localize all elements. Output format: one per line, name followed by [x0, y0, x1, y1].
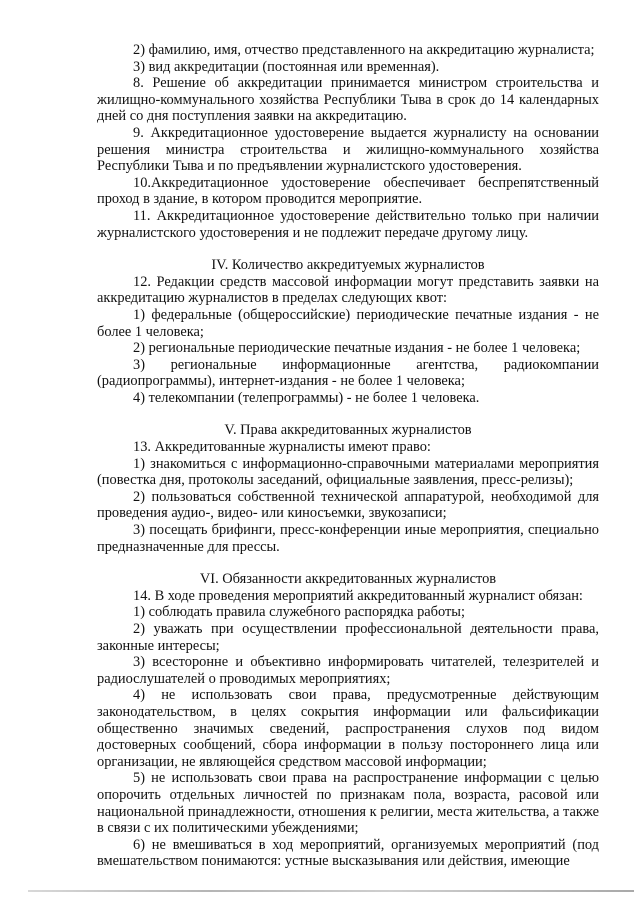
section-gap — [97, 406, 599, 422]
clause-14: 14. В ходе проведения мероприятий аккредитованный журналист обязан: — [133, 587, 583, 604]
list-item: 4) не использовать свои права, предусмотренные действующим законодательством, в целях сокрытия информации или фальсификации общественно значимых сведений, распространения слухов под видом достоверных сообщений, сбора информации в пользу постороннего лица или организации, не являющейся средством массовой информации; — [97, 687, 599, 770]
clause-12: 12. Редакции средств массовой информации могут представить заявки на аккредитацию журналистов в пределах следующих квот: — [97, 273, 599, 307]
list-item: 5) не использовать свои права на распространение информации с целью опорочить отдельных личностей по признакам пола, возраста, расовой или национальной принадлежности, отношения к религии, места жительства, а также в связи с их политическими убеждениями; — [97, 770, 599, 837]
list-item: 2) фамилию, имя, отчество представленного на аккредитацию журналиста; — [133, 42, 595, 58]
list-item: 3) региональные информационные агентства, радиокомпании (радиопрограммы), интернет-издания - не более 1 человека; — [97, 356, 599, 390]
section-gap — [97, 555, 599, 571]
list-item: 1) соблюдать правила служебного распорядка работы; — [133, 604, 465, 621]
section-gap — [97, 241, 599, 257]
list-item: 2) региональные периодические печатные издания - не более 1 человека; — [133, 340, 581, 357]
list-item: 2) уважать при осуществлении профессиональной деятельности права, законные интересы; — [97, 621, 599, 654]
list-item: 4) телекомпании (телепрограммы) - не более 1 человека. — [133, 389, 480, 406]
clause-11: 11. Аккредитационное удостоверение действительно только при наличии журналистского удостоверения и не подлежит передаче другому лицу. — [97, 207, 599, 241]
list-item: 6) не вмешиваться в ход мероприятий, организуемых мероприятий (под вмешательством понимаются: устные высказывания или действия, имеющие — [97, 836, 599, 870]
list-item: 3) всесторонне и объективно информировать читателей, телезрителей и радиослушателей о проводимых мероприятиях; — [97, 654, 599, 687]
section-heading-v: V. Права аккредитованных журналистов — [224, 422, 472, 439]
document-page — [97, 42, 599, 870]
list-item: 3) посещать брифинги, пресс-конференции иные мероприятия, специально предназначенные для прессы. — [97, 522, 599, 555]
clause-8: 8. Решение об аккредитации принимается министром строительства и жилищно-коммунального хозяйства Республики Тыва в срок до 14 календарных дней со дня поступления заявки на аккредитацию. — [97, 75, 599, 125]
section-heading-iv: IV. Количество аккредитуемых журналистов — [211, 257, 485, 274]
list-item: 1) федеральные (общероссийские) периодические печатные издания - не более 1 человека; — [97, 306, 599, 340]
clause-10: 10.Аккредитационное удостоверение обеспечивает беспрепятственный проход в здание, в котором проводится мероприятие. — [97, 174, 599, 208]
list-item: 1) знакомиться с информационно-справочными материалами мероприятия (повестка дня, протоколы заседаний, официальные заявления, пресс-релизы); — [97, 455, 599, 489]
clause-9: 9. Аккредитационное удостоверение выдается журналисту на основании решения министра строительства и жилищно-коммунального хозяйства Республики Тыва и по предъявлении журналистского удостоверения. — [97, 124, 599, 175]
list-item: 3) вид аккредитации (постоянная или временная). — [133, 58, 440, 75]
list-item: 2) пользоваться собственной технической аппаратурой, необходимой для проведения аудио-, видео- или киносъемки, звукозаписи; — [97, 488, 599, 522]
section-heading-vi: VI. Обязанности аккредитованных журналистов — [199, 571, 497, 588]
clause-13: 13. Аккредитованные журналисты имеют право: — [133, 439, 431, 456]
scan-bottom-edge — [28, 890, 634, 892]
